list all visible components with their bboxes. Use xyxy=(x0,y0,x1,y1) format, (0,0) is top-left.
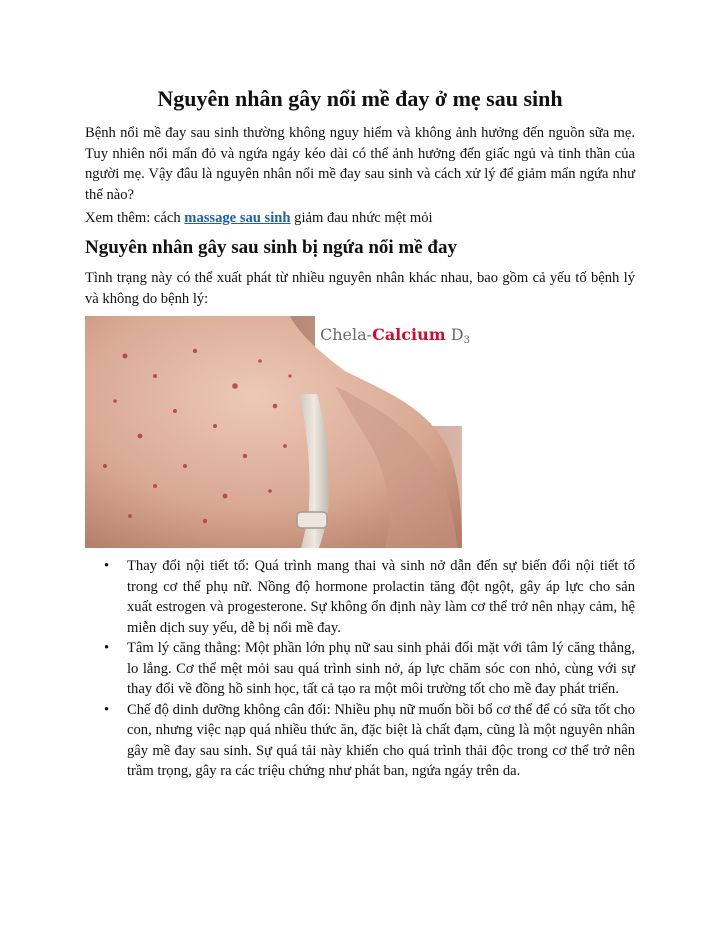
list-item-text: Thay đổi nội tiết tố: Quá trình mang thai và sinh nở dẫn đến sự biến đổi nội tiết tố trong cơ thể phụ nữ. Nồng độ hormone prolactin tăng đột ngột, gây áp lực cho sản xuất estrogen và progesterone. Sự không ổn định này làm cơ thể trở nên nhạy cảm, hệ miễn dịch suy yếu, dễ bị nổi mề đay. xyxy=(127,558,635,636)
logo-prefix: Chela- xyxy=(320,325,373,344)
list-item xyxy=(85,700,635,782)
list-item xyxy=(85,638,635,700)
list-item-text: Chế độ dinh dưỡng không cân đối: Nhiều phụ nữ muốn bồi bổ cơ thể để có sữa tốt cho con, nhưng việc nạp quá nhiều thức ăn, đặc biệt là chất đạm, cũng là một nguyên nhân gây mề đay sau sinh. Sự quá tải này khiến cho quá trình thải độc trong cơ thể trở nên trầm trọng, gây ra các triệu chứng như phát ban, ngứa ngáy trên da. xyxy=(127,701,635,779)
massage-link[interactable]: massage sau sinh xyxy=(184,210,291,226)
strap-buckle xyxy=(297,512,327,528)
intro-paragraph: Bệnh nổi mề đay sau sinh thường không nguy hiểm và không ảnh hưởng đến nguồn sữa mẹ. Tuy nhiên nổi mẩn đỏ và ngứa ngáy kéo dài có thể ảnh hưởng đến giấc ngủ và tinh thần của người mẹ. Vậy đâu là nguyên nhân nổi mề đay sau sinh và cách xử lý để giảm mẩn ngứa như thế nào? xyxy=(85,125,635,203)
article-title: Nguyên nhân gây nổi mề đay ở mẹ sau sinh xyxy=(157,86,563,111)
bullet-icon: • xyxy=(104,640,110,656)
photo-logo xyxy=(320,325,470,346)
see-also-suffix: giảm đau nhức mệt mỏi xyxy=(290,210,433,226)
bullet-icon: • xyxy=(104,558,110,574)
section-heading: Nguyên nhân gây sau sinh bị ngứa nổi mề đay xyxy=(85,237,457,258)
list-item xyxy=(85,556,635,638)
logo-highlight: Calcium xyxy=(372,325,446,344)
section-lead-paragraph: Tình trạng này có thể xuất phát từ nhiều nguyên nhân khác nhau, bao gồm cả yếu tố bệnh lý và không do bệnh lý: xyxy=(85,270,635,307)
article-photo xyxy=(85,316,470,548)
logo-suffix: D xyxy=(445,325,464,344)
list-item-text: Tâm lý căng thẳng: Một phần lớn phụ nữ sau sinh phải đối mặt với tâm lý căng thẳng, lo lắng. Cơ thể mệt mỏi sau quá trình sinh nở, áp lực chăm sóc con nhỏ, cùng với sự thay đổi về đồng hồ sinh học, tất cả tạo ra một môi trường tốt cho mề đay phát triển. xyxy=(127,640,635,697)
logo-subscript: 3 xyxy=(463,335,470,346)
bullet-icon: • xyxy=(104,701,110,718)
causes-list xyxy=(85,556,635,782)
see-also-line xyxy=(85,208,635,229)
see-also-prefix: Xem thêm: cách xyxy=(85,210,185,226)
